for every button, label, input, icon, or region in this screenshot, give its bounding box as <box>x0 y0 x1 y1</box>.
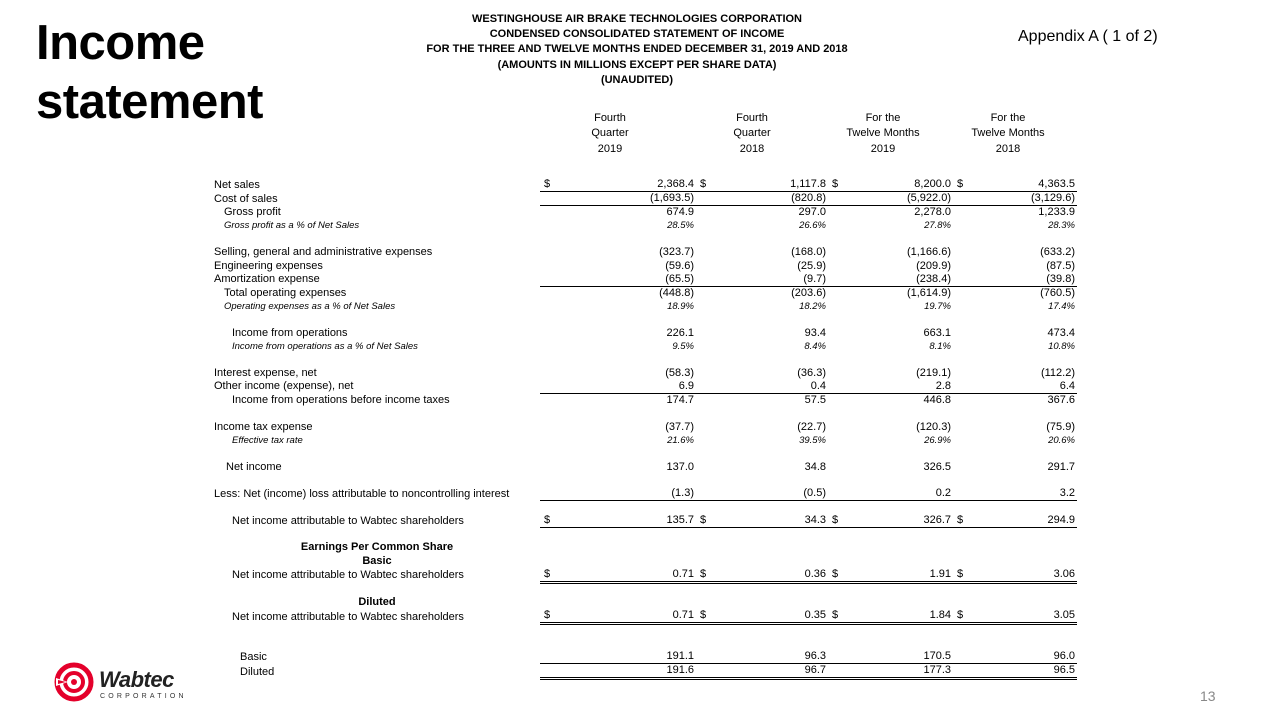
value-fy-2019: 1.84 <box>848 609 953 624</box>
value-q4-2018: 96.3 <box>716 650 828 664</box>
value-q4-2019: 226.1 <box>666 326 694 339</box>
currency-symbol: $ <box>540 609 560 624</box>
value-fy-2019: (219.1) <box>916 366 951 379</box>
value-q4-2019: 0.71 <box>560 609 696 624</box>
column-header-line: For the <box>865 112 901 124</box>
currency-symbol: $ <box>696 568 716 583</box>
value-q4-2018: 39.5% <box>799 435 826 447</box>
row-label: Total operating expenses <box>224 286 347 299</box>
value-q4-2019: 6.9 <box>560 380 696 394</box>
value-q4-2018: (0.5) <box>716 487 828 501</box>
value-q4-2019: 135.7 <box>560 514 696 528</box>
column-header-q4-2019 <box>575 111 645 157</box>
row-income-from-operations <box>214 326 1077 339</box>
row-label: Net income attributable to Wabtec shareholders <box>232 569 464 582</box>
row-gross-profit-pct <box>214 219 1077 232</box>
column-header-q4-2018 <box>717 111 787 157</box>
row-label: Net income attributable to Wabtec shareholders <box>232 610 464 623</box>
value-fy-2019: (1,166.6) <box>906 246 951 259</box>
appendix-label: Appendix A ( 1 of 2) <box>1018 28 1158 45</box>
row-other-income <box>214 380 1077 394</box>
value-fy-2019: 446.8 <box>923 393 951 406</box>
wabtec-logo <box>54 662 194 706</box>
row-label: Income tax expense <box>214 420 313 433</box>
currency-symbol: $ <box>953 568 973 583</box>
statement-header <box>400 12 874 88</box>
value-fy-2019: 27.8% <box>924 220 951 232</box>
logo-subtitle: CORPORATION <box>100 693 187 700</box>
column-header-line: Fourth <box>594 112 626 124</box>
value-fy-2019: 663.1 <box>923 326 951 339</box>
row-diluted-heading <box>214 596 1077 609</box>
value-fy-2019: 8.1% <box>929 341 951 353</box>
row-label: Less: Net (income) loss attributable to noncontrolling interest <box>214 487 510 500</box>
value-fy-2019: 8,200.0 <box>848 178 953 192</box>
row-label: Diluted <box>240 665 275 678</box>
value-fy-2018: (87.5) <box>1046 259 1075 272</box>
value-q4-2019: 0.71 <box>560 568 696 583</box>
value-q4-2018: (25.9) <box>797 259 826 272</box>
value-q4-2019: (65.5) <box>560 273 696 287</box>
value-fy-2019: (209.9) <box>916 259 951 272</box>
row-label: Net income <box>226 460 282 473</box>
income-statement-table <box>214 178 1077 680</box>
currency-symbol: $ <box>953 609 973 624</box>
value-fy-2018: (760.5) <box>1040 286 1075 299</box>
header-company: WESTINGHOUSE AIR BRAKE TECHNOLOGIES CORPORATION <box>471 13 802 25</box>
row-shares-diluted <box>214 664 1077 679</box>
value-fy-2018: 294.9 <box>973 514 1077 528</box>
value-q4-2019: 28.5% <box>667 220 694 232</box>
value-q4-2019: 674.9 <box>666 206 694 218</box>
value-q4-2018: 0.36 <box>716 568 828 583</box>
row-label: Operating expenses as a % of Net Sales <box>224 300 396 312</box>
value-q4-2019: 137.0 <box>666 460 694 473</box>
value-fy-2019: 177.3 <box>848 664 953 679</box>
row-cost-of-sales <box>214 192 1077 206</box>
column-header-line: Twelve Months <box>846 127 920 140</box>
value-fy-2019: (120.3) <box>916 420 951 433</box>
value-fy-2018: (633.2) <box>1040 246 1075 259</box>
value-fy-2018: 4,363.5 <box>973 178 1077 192</box>
row-effective-tax-rate <box>214 434 1077 447</box>
value-fy-2018: (75.9) <box>1046 420 1075 433</box>
value-fy-2019: 2,278.0 <box>914 206 951 218</box>
currency-symbol: $ <box>953 514 973 528</box>
column-header-fy-2019 <box>836 111 930 157</box>
row-income-tax <box>214 420 1077 433</box>
slide-title-line2: statement <box>36 75 263 129</box>
value-fy-2019: (238.4) <box>848 273 953 287</box>
value-fy-2019: 19.7% <box>924 300 951 312</box>
value-q4-2019: (58.3) <box>665 366 694 379</box>
row-label: Selling, general and administrative expenses <box>214 246 433 259</box>
currency-symbol: $ <box>828 609 848 624</box>
currency-symbol: $ <box>540 178 560 192</box>
column-header-line: Quarter <box>591 127 629 140</box>
value-fy-2018: 17.4% <box>1048 300 1075 312</box>
row-label: Gross profit <box>224 206 281 218</box>
value-q4-2019: (448.8) <box>659 286 694 299</box>
value-fy-2019: 26.9% <box>924 435 951 447</box>
row-eps-heading <box>214 541 1077 554</box>
value-q4-2019: (37.7) <box>665 420 694 433</box>
row-income-from-operations-pct <box>214 340 1077 353</box>
value-fy-2018: 473.4 <box>1047 326 1075 339</box>
row-total-opex <box>214 286 1077 300</box>
value-q4-2018: 26.6% <box>799 220 826 232</box>
value-fy-2018: 3.06 <box>973 568 1077 583</box>
header-units: (AMOUNTS IN MILLIONS EXCEPT PER SHARE DATA) <box>497 58 777 71</box>
row-net-income <box>214 460 1077 473</box>
header-unaudited: (UNAUDITED) <box>600 73 674 86</box>
row-label: Net income attributable to Wabtec shareholders <box>232 514 464 527</box>
value-fy-2019: 1.91 <box>848 568 953 583</box>
currency-symbol: $ <box>828 178 848 192</box>
column-header-fy-2018 <box>961 111 1055 157</box>
row-label: Income from operations as a % of Net Sales <box>232 341 418 353</box>
row-label: Other income (expense), net <box>214 380 354 393</box>
currency-symbol: $ <box>696 178 716 192</box>
row-pretax-income <box>214 393 1077 407</box>
row-net-sales <box>214 178 1077 192</box>
row-label: Income from operations <box>232 326 348 339</box>
value-fy-2018: 6.4 <box>973 380 1077 394</box>
row-noncontrolling-interest <box>214 487 1077 501</box>
row-label: Effective tax rate <box>232 435 303 447</box>
row-engineering <box>214 259 1077 272</box>
value-q4-2018: (168.0) <box>791 246 826 259</box>
header-statement: CONDENSED CONSOLIDATED STATEMENT OF INCOME <box>489 28 785 41</box>
page-number: 13 <box>1200 688 1216 704</box>
currency-symbol: $ <box>696 609 716 624</box>
column-header-line: 2019 <box>597 142 623 155</box>
value-q4-2019: (59.6) <box>665 259 694 272</box>
value-q4-2018: (820.8) <box>716 192 828 206</box>
value-q4-2019: (323.7) <box>659 246 694 259</box>
value-q4-2018: 0.35 <box>716 609 828 624</box>
value-fy-2019: 2.8 <box>848 380 953 394</box>
value-fy-2018: 20.6% <box>1048 435 1075 447</box>
value-q4-2018: 96.7 <box>716 664 828 679</box>
value-fy-2018: 28.3% <box>1048 220 1075 232</box>
value-fy-2019: 326.7 <box>848 514 953 528</box>
value-q4-2018: 8.4% <box>804 341 826 353</box>
value-q4-2019: (1,693.5) <box>560 192 696 206</box>
value-q4-2019: 9.5% <box>672 341 694 353</box>
row-basic-heading <box>214 554 1077 567</box>
column-header-line: 2019 <box>870 142 896 155</box>
column-header-line: Twelve Months <box>971 127 1045 140</box>
row-label: Cost of sales <box>214 192 278 205</box>
value-q4-2018: 34.8 <box>804 460 826 473</box>
value-fy-2019: 326.5 <box>923 460 951 473</box>
row-label: Gross profit as a % of Net Sales <box>224 220 360 232</box>
value-fy-2018: (39.8) <box>973 273 1077 287</box>
row-net-income-wabtec <box>214 514 1077 528</box>
currency-symbol: $ <box>540 568 560 583</box>
column-header-line: For the <box>990 112 1026 124</box>
value-fy-2018: 96.5 <box>973 664 1077 679</box>
row-eps-diluted <box>214 609 1077 624</box>
value-fy-2018: 3.05 <box>973 609 1077 624</box>
section-heading: Earnings Per Common Share <box>300 541 454 554</box>
value-fy-2018: 367.6 <box>1047 393 1075 406</box>
column-header-line: 2018 <box>739 142 765 155</box>
value-q4-2018: 297.0 <box>798 206 826 218</box>
value-q4-2018: 57.5 <box>804 393 826 406</box>
value-fy-2018: 1,233.9 <box>1038 206 1075 218</box>
row-sga <box>214 246 1077 259</box>
row-opex-pct <box>214 300 1077 313</box>
slide-title-line1: Income <box>36 16 205 70</box>
currency-symbol: $ <box>540 514 560 528</box>
row-label: Income from operations before income taxes <box>232 393 450 406</box>
column-header-line: Quarter <box>733 127 771 140</box>
value-fy-2018: 10.8% <box>1048 341 1075 353</box>
row-label: Basic <box>240 650 267 663</box>
value-fy-2018: 3.2 <box>973 487 1077 501</box>
currency-symbol: $ <box>696 514 716 528</box>
value-fy-2018: 96.0 <box>973 650 1077 664</box>
value-q4-2019: 21.6% <box>667 435 694 447</box>
row-label: Engineering expenses <box>214 259 323 272</box>
value-q4-2018: (203.6) <box>791 286 826 299</box>
value-q4-2018: 0.4 <box>716 380 828 394</box>
currency-symbol: $ <box>828 514 848 528</box>
value-q4-2018: 1,117.8 <box>716 178 828 192</box>
value-q4-2019: (1.3) <box>560 487 696 501</box>
value-q4-2018: 18.2% <box>799 300 826 312</box>
row-label: Amortization expense <box>214 273 320 286</box>
section-heading: Diluted <box>358 596 396 609</box>
value-fy-2019: 0.2 <box>848 487 953 501</box>
value-q4-2018: 34.3 <box>716 514 828 528</box>
row-interest-expense <box>214 367 1077 380</box>
value-fy-2018: 291.7 <box>1047 460 1075 473</box>
value-q4-2018: (9.7) <box>716 273 828 287</box>
value-q4-2018: (22.7) <box>797 420 826 433</box>
column-header-line: 2018 <box>995 142 1021 155</box>
value-q4-2019: 191.1 <box>560 650 696 664</box>
value-fy-2019: (1,614.9) <box>906 286 951 299</box>
value-q4-2019: 18.9% <box>667 300 694 312</box>
currency-symbol: $ <box>828 568 848 583</box>
row-shares-basic <box>214 650 1077 664</box>
slide-title <box>36 14 263 132</box>
row-eps-basic <box>214 568 1077 583</box>
row-gross-profit <box>214 206 1077 220</box>
value-fy-2019: (5,922.0) <box>848 192 953 206</box>
column-header-line: Fourth <box>736 112 768 124</box>
value-q4-2019: 174.7 <box>666 393 694 406</box>
logo-wordmark: Wabtec <box>99 667 174 692</box>
row-amortization <box>214 273 1077 287</box>
section-heading: Basic <box>362 554 392 567</box>
header-period: FOR THE THREE AND TWELVE MONTHS ENDED DECEMBER 31, 2019 AND 2018 <box>426 43 848 56</box>
value-q4-2018: (36.3) <box>797 366 826 379</box>
row-label: Interest expense, net <box>214 366 317 379</box>
value-fy-2018: (112.2) <box>1040 366 1075 379</box>
value-fy-2018: (3,129.6) <box>973 192 1077 206</box>
row-label: Net sales <box>214 178 260 191</box>
value-q4-2018: 93.4 <box>804 326 826 339</box>
wabtec-logo-icon <box>54 662 94 702</box>
value-q4-2019: 191.6 <box>560 664 696 679</box>
value-fy-2019: 170.5 <box>848 650 953 664</box>
value-q4-2019: 2,368.4 <box>560 178 696 192</box>
currency-symbol: $ <box>953 178 973 192</box>
